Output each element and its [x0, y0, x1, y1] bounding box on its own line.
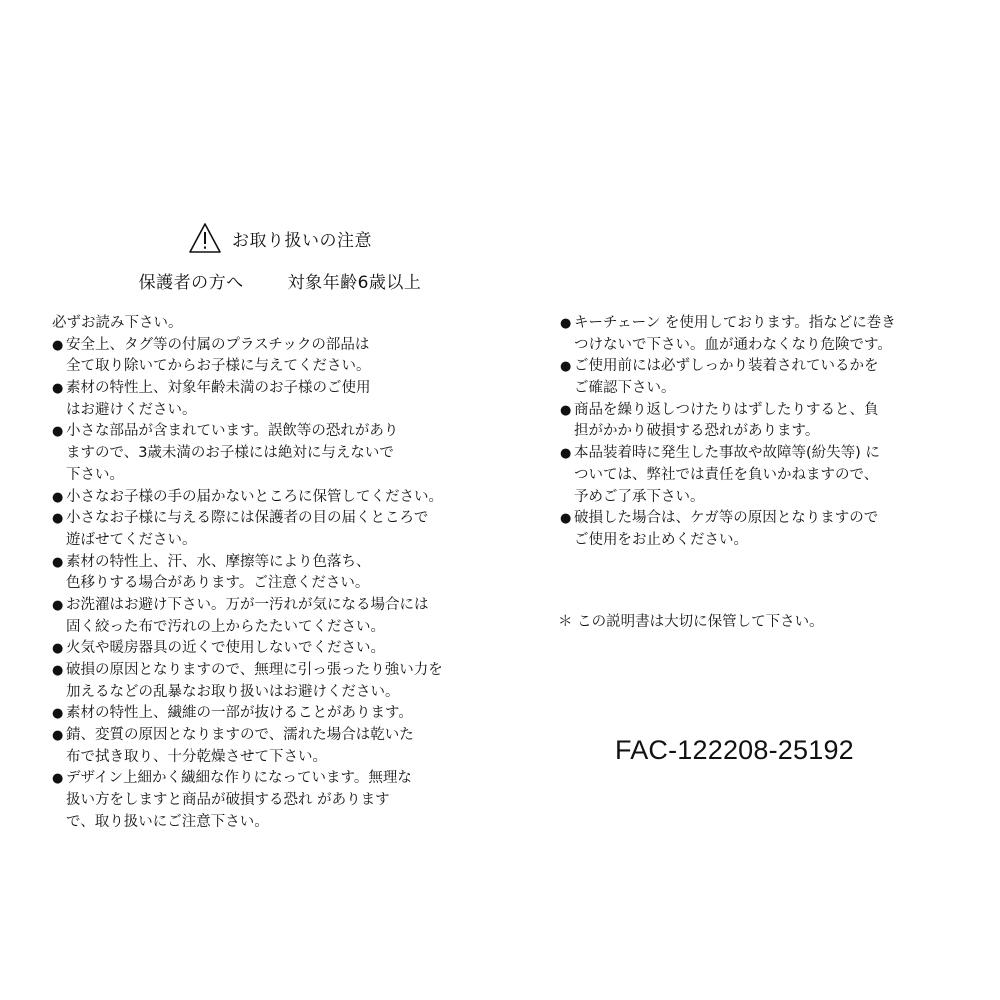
bullet-icon: ●	[560, 316, 572, 331]
caution-text: 素材の特性上、汗、水、摩擦等により色落ち、	[66, 553, 371, 570]
bullet-icon: ●	[52, 597, 64, 613]
caution-item	[52, 335, 472, 378]
caution-line	[52, 682, 472, 704]
caution-line	[52, 487, 472, 509]
caution-text: 遊ばせてください。	[66, 531, 197, 548]
bullet-icon: ●	[52, 706, 64, 722]
caution-text: ご確認下さい。	[574, 380, 676, 397]
caution-text: 火気や暖房器具の近くで使用しないでください。	[66, 640, 385, 657]
caution-item	[52, 638, 472, 660]
caution-text: 色移りする場合があります。ご注意ください。	[66, 575, 370, 592]
caution-text: 破損の原因となりますので、無理に引っ張ったり強い力を	[66, 662, 443, 678]
bullet-icon: ●	[52, 381, 64, 397]
caution-item	[52, 508, 472, 551]
caution-item	[52, 552, 472, 595]
bullet-icon: ●	[560, 511, 572, 527]
caution-line	[52, 530, 472, 552]
bullet-icon: ●	[52, 511, 64, 527]
audience-label: 保護者の方へ	[138, 273, 244, 293]
caution-line	[52, 660, 472, 682]
caution-line	[560, 313, 950, 335]
bullet-icon: ●	[560, 446, 572, 462]
caution-line	[52, 421, 472, 443]
caution-item	[52, 487, 472, 509]
bullet-icon: ●	[52, 641, 64, 657]
caution-item	[560, 356, 950, 399]
caution-item	[52, 595, 472, 638]
caution-text: 本品装着時に発生した事故や故障等(紛失等) に	[574, 445, 880, 462]
caution-text: 商品を繰り返しつけたりはずしたりすると、負	[574, 401, 879, 418]
caution-item	[52, 660, 472, 703]
caution-line	[52, 812, 472, 834]
caution-text: キーチェーン を使用しております。指などに巻き	[574, 315, 896, 331]
caution-text: お洗濯はお避け下さい。万が一汚れが気になる場合には	[66, 596, 429, 613]
caution-line	[52, 790, 472, 812]
bullet-icon: ●	[52, 337, 64, 353]
caution-line	[560, 530, 950, 552]
caution-text: 破損した場合は、ケガ等の原因となりますので	[574, 510, 879, 527]
caution-item	[560, 400, 950, 443]
caution-line	[52, 725, 472, 747]
caution-line	[560, 508, 950, 530]
caution-text: はお避けください。	[66, 401, 197, 418]
caution-text: 布で拭き取り、十分乾燥させて下さい。	[66, 748, 327, 765]
bullet-icon: ●	[52, 728, 64, 744]
bullet-icon: ●	[52, 663, 64, 678]
caution-text: デザイン上細かく繊細な作りになっています。無理な	[66, 770, 412, 787]
caution-text: ますので、3歳未満のお子様には絶対に与えないで	[66, 445, 394, 462]
caution-line	[560, 335, 950, 357]
caution-text: 予めご了承下さい。	[574, 488, 705, 505]
caution-item	[52, 768, 472, 833]
page-title: お取り扱いの注意	[232, 230, 372, 251]
product-code: FAC-122208-25192	[615, 735, 854, 765]
caution-line	[560, 378, 950, 400]
caution-text: 安全上、タグ等の付属のプラスチックの部品は	[66, 336, 370, 353]
caution-line	[560, 356, 950, 378]
caution-item	[52, 378, 472, 421]
caution-line	[52, 573, 472, 595]
right-caution-column	[560, 313, 950, 552]
caution-line	[560, 465, 950, 487]
caution-line	[52, 595, 472, 617]
bullet-icon: ●	[560, 359, 572, 375]
bullet-icon: ●	[52, 424, 64, 440]
caution-line	[52, 617, 472, 639]
title-row	[0, 218, 560, 258]
caution-line	[52, 747, 472, 769]
caution-line	[52, 400, 472, 422]
caution-text: ご使用をお止めください。	[574, 531, 748, 548]
subtitle-row	[0, 268, 560, 296]
caution-item	[560, 443, 950, 508]
bullet-icon: ●	[52, 489, 64, 505]
caution-text: ご使用前には必ずしっかり装着されているかを	[574, 358, 879, 375]
caution-text: ついては、弊社では責任を負いかねますので、	[574, 466, 879, 483]
caution-text: 固く絞った布で汚れの上からたたいてください。	[66, 618, 385, 635]
caution-item	[52, 421, 472, 486]
caution-text: 素材の特性上、繊維の一部が抜けることがあります。	[66, 705, 413, 722]
caution-text: 小さな部品が含まれています。誤飲等の恐れがあり	[66, 423, 399, 440]
warning-triangle-icon	[188, 222, 222, 254]
caution-line	[560, 443, 950, 465]
age-label: 対象年齢6歳以上	[287, 273, 422, 293]
bullet-icon: ●	[52, 771, 64, 787]
caution-line	[52, 356, 472, 378]
caution-item	[560, 313, 950, 356]
caution-text: 小さなお子様の手の届かないところに保管してください。	[66, 488, 443, 505]
left-caution-column	[52, 313, 472, 834]
caution-line	[52, 335, 472, 357]
caution-line	[52, 443, 472, 465]
caution-line	[560, 487, 950, 509]
caution-line	[52, 768, 472, 790]
caution-text: つけないで下さい。血が通わなくなり危険です。	[574, 336, 892, 353]
caution-text: 小さなお子様に与える際には保護者の目の届くところで	[66, 510, 429, 527]
keep-instructions-note: ＊ この説明書は大切に保管して下さい。	[558, 614, 824, 630]
bullet-icon: ●	[52, 554, 64, 570]
caution-line	[560, 400, 950, 422]
caution-text: で、取り扱いにご注意下さい。	[66, 813, 269, 830]
caution-text: 全て取り除いてからお子様に与えてください。	[66, 358, 371, 375]
caution-text: 下さい。	[66, 466, 124, 483]
caution-item	[52, 725, 472, 768]
caution-line	[560, 421, 950, 443]
caution-line	[52, 465, 472, 487]
caution-item	[52, 703, 472, 725]
caution-line	[52, 638, 472, 660]
caution-line	[52, 378, 472, 400]
caution-line	[52, 703, 472, 725]
caution-line	[52, 508, 472, 530]
caution-line	[52, 552, 472, 574]
caution-item	[560, 508, 950, 551]
intro-text: 必ずお読み下さい。	[52, 315, 183, 331]
caution-text: 素材の特性上、対象年齢未満のお子様のご使用	[66, 380, 371, 397]
caution-text: 加えるなどの乱暴なお取り扱いはお避けください。	[66, 683, 400, 700]
bullet-icon: ●	[560, 402, 572, 418]
caution-text: 扱い方をしますと商品が破損する恐れ があります	[66, 792, 390, 809]
caution-text: 担がかかり破損する恐れがあります。	[574, 423, 820, 440]
caution-text: 錆、変質の原因となりますので、濡れた場合は乾いた	[66, 727, 414, 744]
